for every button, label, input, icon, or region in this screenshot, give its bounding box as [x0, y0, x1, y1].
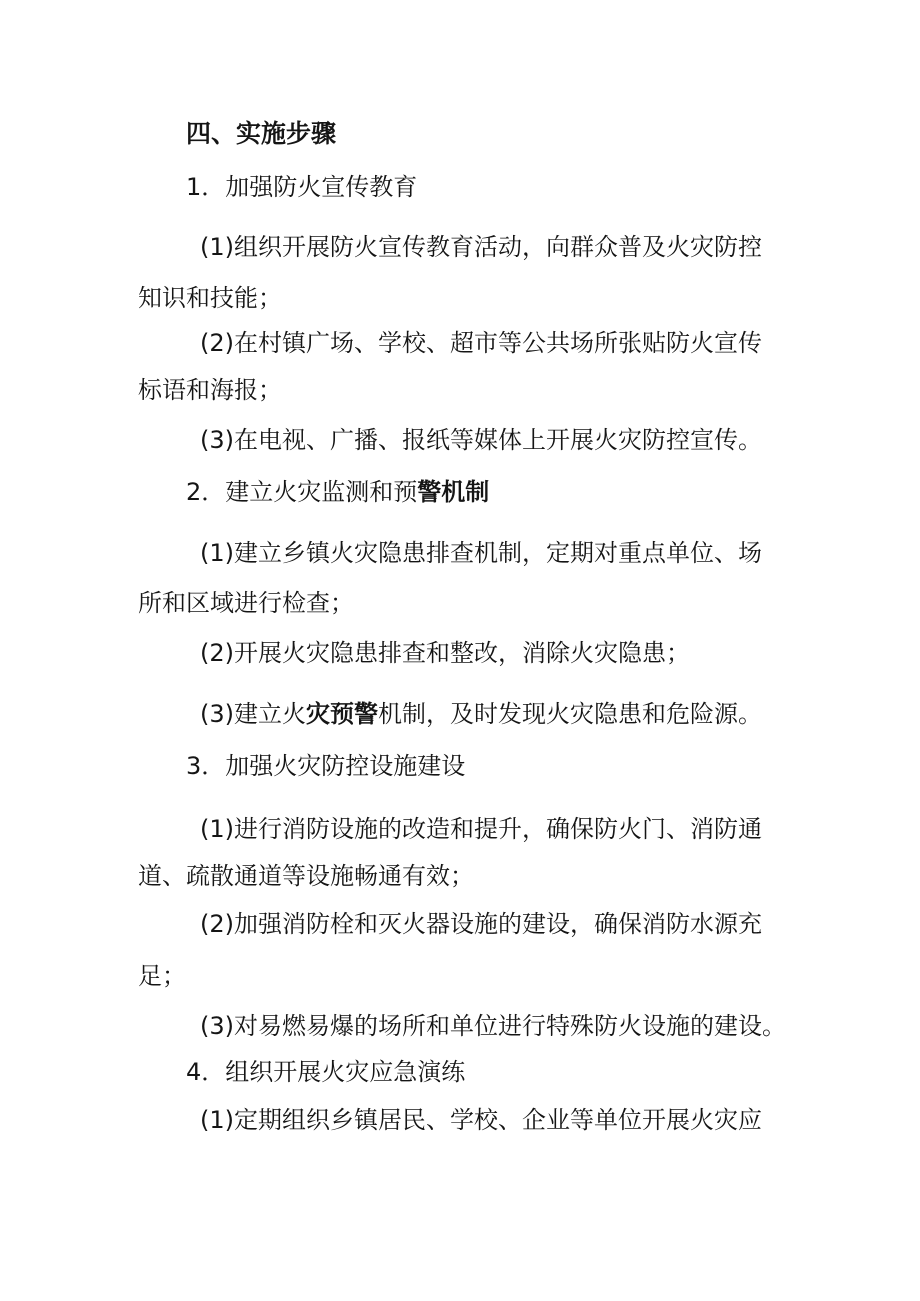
item-title: ．建立火灾监测和预: [201, 478, 418, 506]
sub-text: 组织开展防火宣传教育活动，向群众普及火灾防控: [234, 233, 762, 261]
sub-number: (3): [200, 1012, 234, 1040]
item-4-sub-1-line-1: [200, 1104, 762, 1136]
item-1-sub-1-line-1: [200, 231, 762, 263]
sub-text: 建立乡镇火灾隐患排查机制，定期对重点单位、场: [234, 539, 762, 567]
sub-number: (2): [200, 910, 234, 938]
sub-number: (3): [200, 700, 234, 728]
sub-text: 建立火: [234, 700, 306, 728]
item-1-sub-1-line-2: 知识和技能；: [138, 284, 282, 312]
item-2-sub-1-line-2: 所和区域进行检查；: [138, 589, 354, 617]
item-1-sub-3: [200, 424, 762, 456]
sub-number: (2): [200, 329, 234, 357]
item-number: 3: [186, 752, 202, 780]
item-number: 1: [186, 173, 202, 201]
item-3-sub-1-line-2: 道、疏散通道等设施畅通有效；: [138, 862, 474, 890]
section-title: 四、实施步骤: [186, 119, 337, 148]
sub-text: 开展火灾隐患排查和整改，消除火灾隐患；: [234, 639, 690, 667]
sub-text: 定期组织乡镇居民、学校、企业等单位开展火灾应: [234, 1106, 762, 1134]
item-3-sub-3: [200, 1010, 786, 1042]
sub-number: (1): [200, 233, 234, 261]
item-4-heading: [186, 1056, 465, 1088]
item-title: ．加强防火宣传教育: [201, 173, 418, 201]
sub-text: 对易燃易爆的场所和单位进行特殊防火设施的建设。: [234, 1012, 786, 1040]
sub-text: 加强消防栓和灭火器设施的建设，确保消防水源充: [234, 910, 762, 938]
sub-number: (2): [200, 639, 234, 667]
sub-text-bold: 灾预警: [306, 700, 378, 728]
item-2-sub-3: [200, 698, 762, 730]
sub-text: 在村镇广场、学校、超市等公共场所张贴防火宣传: [234, 329, 762, 357]
item-2-sub-2: [200, 637, 690, 669]
sub-number: (1): [200, 1106, 234, 1134]
sub-text: 进行消防设施的改造和提升，确保防火门、消防通: [234, 815, 762, 843]
sub-number: (1): [200, 815, 234, 843]
item-1-sub-2-line-2: 标语和海报；: [138, 376, 282, 404]
sub-number: (3): [200, 426, 234, 454]
sub-text: 机制，及时发现火灾隐患和危险源。: [378, 700, 762, 728]
item-2-sub-1-line-1: [200, 537, 762, 569]
item-3-heading: [186, 750, 465, 782]
item-number: 2: [186, 478, 202, 506]
sub-number: (1): [200, 539, 234, 567]
item-number: 4: [186, 1058, 202, 1086]
item-1-sub-2-line-1: [200, 327, 762, 359]
item-1-heading: [186, 171, 417, 203]
item-title: ．组织开展火灾应急演练: [201, 1058, 466, 1086]
item-3-sub-1-line-1: [200, 813, 762, 845]
item-2-heading: [186, 476, 489, 508]
item-3-sub-2-line-1: [200, 908, 762, 940]
item-title-bold: 警机制: [417, 478, 490, 506]
item-3-sub-2-line-2: 足；: [138, 962, 186, 990]
item-title: ．加强火灾防控设施建设: [201, 752, 466, 780]
sub-text: 在电视、广播、报纸等媒体上开展火灾防控宣传。: [234, 426, 762, 454]
